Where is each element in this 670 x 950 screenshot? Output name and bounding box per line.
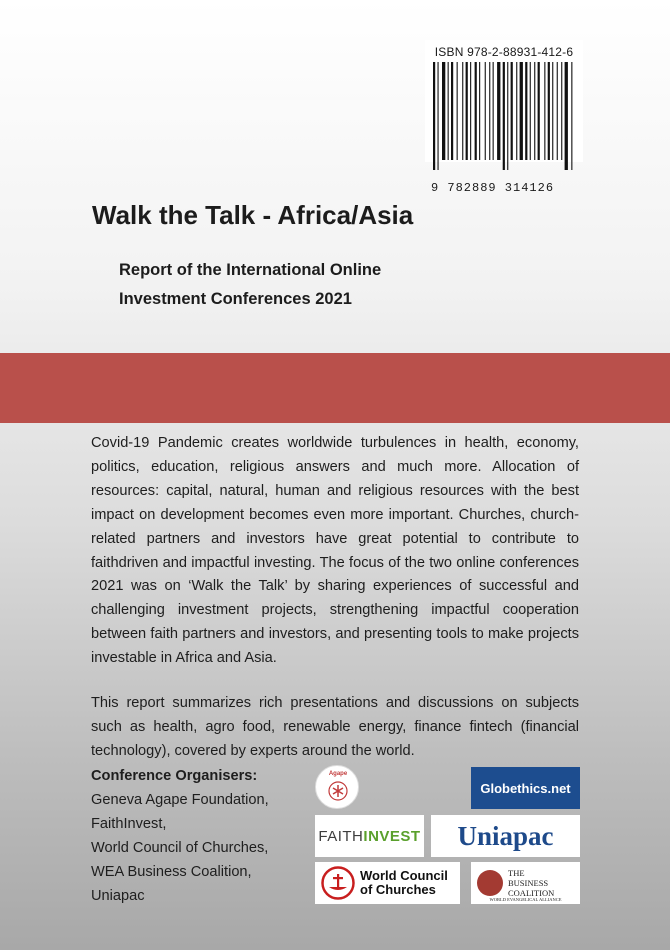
isbn-barcode xyxy=(425,40,583,195)
wea-logo-text xyxy=(508,868,554,898)
wcc-logo-line-2: of Churches xyxy=(360,882,436,897)
agape-emblem-icon xyxy=(328,781,348,801)
wcc-logo-line-1: World Council xyxy=(360,868,448,883)
wea-business-coalition-logo xyxy=(471,862,580,904)
faithinvest-logo-text-b: INVEST xyxy=(363,827,421,845)
description xyxy=(91,432,579,764)
wea-logo-line-2: BUSINESS xyxy=(508,878,549,888)
description-paragraph-1: Covid-19 Pandemic creates worldwide turbulences in health, economy, politics, education, religious answers and much more. Allocation of resources: capital, natural, human and religious resources with the best impact on development becomes even more important. Churches, church-related partners and investors have great potential to contribute to faithdriven and impactful investing. The focus of the two online conferences 2021 was on ‘Walk the Talk’ by sharing experiences of successful and challenging investment projects, strengthening impactful cooperation between faith partners and investors, and presenting tools to make projects investable in Africa and Asia. xyxy=(91,435,579,667)
book-subtitle xyxy=(119,256,381,314)
wea-logo-footer: WORLD EVANGELICAL ALLIANCE xyxy=(489,897,562,902)
organiser-item: World Council of Churches, xyxy=(91,839,269,856)
uniapac-logo xyxy=(431,815,580,857)
subtitle-line-1: Report of the International Online xyxy=(119,261,382,279)
uniapac-logo-text: Uniapac xyxy=(457,820,554,851)
organisers-list xyxy=(91,765,311,908)
organiser-item: Uniapac xyxy=(91,887,145,904)
wea-logo-line-1: THE xyxy=(508,868,525,878)
globethics-logo xyxy=(471,767,580,809)
barcode-digits: 9 782889 314126 xyxy=(431,181,555,195)
accent-band xyxy=(0,353,670,423)
subtitle-line-2: Investment Conferences 2021 xyxy=(119,290,352,308)
wea-emblem-icon xyxy=(477,870,503,896)
wcc-logo-text xyxy=(360,869,448,897)
organiser-item: WEA Business Coalition, xyxy=(91,863,252,880)
agape-logo-text: Agape xyxy=(328,771,348,777)
book-title: Walk the Talk - Africa/Asia xyxy=(92,200,414,230)
organisers-heading: Conference Organisers: xyxy=(91,768,258,784)
world-council-of-churches-logo xyxy=(315,862,460,904)
faithinvest-logo xyxy=(315,815,424,857)
isbn-label: ISBN 978-2-88931-412-6 xyxy=(434,45,574,59)
organiser-item: FaithInvest, xyxy=(91,815,167,832)
organiser-item: Geneva Agape Foundation, xyxy=(91,791,269,808)
faithinvest-logo-text-a: FAITH xyxy=(318,827,364,845)
globethics-logo-text: Globethics.net xyxy=(480,780,571,796)
description-paragraph-2: This report summarizes rich presentations and discussions on subjects such as health, agro food, renewable energy, finance fintech (financial technology), covered by experts around the world. xyxy=(91,695,579,759)
barcode-icon xyxy=(433,62,577,178)
oikoumene-boat-icon xyxy=(321,866,355,900)
wea-logo-line-3: COALITION xyxy=(508,888,555,898)
agape-foundation-logo xyxy=(315,765,359,809)
